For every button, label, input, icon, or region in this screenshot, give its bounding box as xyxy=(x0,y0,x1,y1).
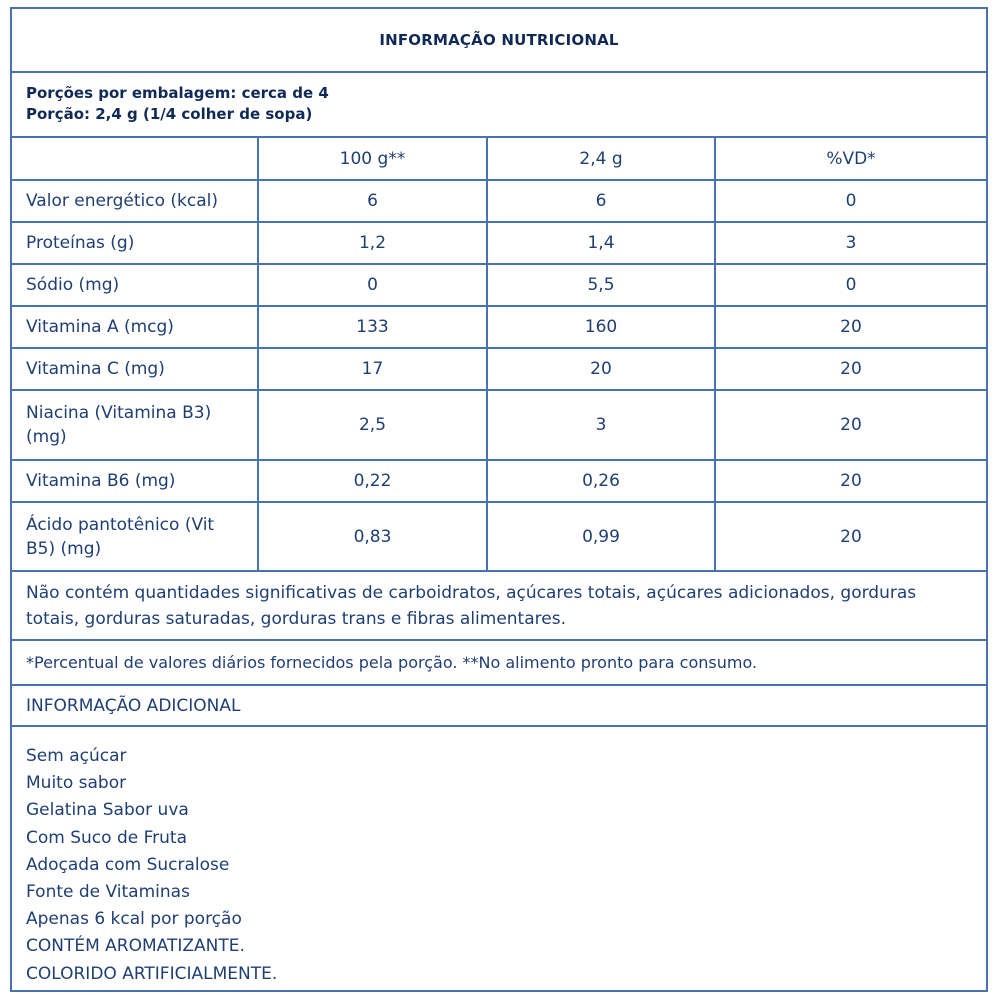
value-per-100g: 17 xyxy=(258,348,487,390)
list-item: COLORIDO ARTIFICIALMENTE. xyxy=(26,963,278,984)
value-per-portion: 6 xyxy=(487,180,715,222)
value-per-portion: 160 xyxy=(487,306,715,348)
list-item: Muito sabor xyxy=(26,773,127,794)
value-vd: 20 xyxy=(715,390,986,460)
value-per-portion: 0,99 xyxy=(487,502,715,571)
nutrient-label: Sódio (mg) xyxy=(12,264,258,306)
value-vd: 20 xyxy=(715,348,986,390)
value-per-portion: 0,26 xyxy=(487,460,715,502)
value-vd: 20 xyxy=(715,502,986,571)
list-item: Gelatina Sabor uva xyxy=(26,800,189,821)
table-row xyxy=(12,390,986,460)
header-cell-nutrient xyxy=(12,138,258,180)
header-cell-vd: %VD* xyxy=(715,138,986,180)
value-per-portion: 1,4 xyxy=(487,222,715,264)
list-item: CONTÉM AROMATIZANTE. xyxy=(26,936,245,957)
value-vd: 3 xyxy=(715,222,986,264)
table-row xyxy=(12,180,986,222)
list-item: Adoçada com Sucralose xyxy=(26,854,230,875)
nutrient-label: Ácido pantotênico (Vit B5) (mg) xyxy=(12,502,258,571)
list-item: Fonte de Vitaminas xyxy=(26,882,190,903)
table-row xyxy=(12,460,986,502)
nutrient-label: Vitamina B6 (mg) xyxy=(12,460,258,502)
nutrition-facts-panel xyxy=(10,7,988,992)
value-vd: 20 xyxy=(715,460,986,502)
nutrient-label: Vitamina C (mg) xyxy=(12,348,258,390)
value-per-100g: 6 xyxy=(258,180,487,222)
portion-info xyxy=(12,73,986,138)
value-vd: 20 xyxy=(715,306,986,348)
nutrient-label: Vitamina A (mcg) xyxy=(12,306,258,348)
additional-info-list xyxy=(12,727,986,1004)
nutrient-label: Proteínas (g) xyxy=(12,222,258,264)
value-per-portion: 3 xyxy=(487,390,715,460)
list-item: Sem açúcar xyxy=(26,746,127,766)
table-header-row xyxy=(12,138,986,180)
table-row xyxy=(12,264,986,306)
servings-per-package: Porções por embalagem: cerca de 4 xyxy=(26,84,329,102)
value-per-portion: 5,5 xyxy=(487,264,715,306)
table-row xyxy=(12,222,986,264)
list-item: Apenas 6 kcal por porção xyxy=(26,909,242,930)
table-row xyxy=(12,306,986,348)
value-vd: 0 xyxy=(715,264,986,306)
header-cell-per-portion: 2,4 g xyxy=(487,138,715,180)
nutrition-table xyxy=(12,138,986,572)
nutrition-title: INFORMAÇÃO NUTRICIONAL xyxy=(12,9,986,73)
additional-info-heading: INFORMAÇÃO ADICIONAL xyxy=(12,686,986,727)
value-per-100g: 2,5 xyxy=(258,390,487,460)
header-cell-per-100g: 100 g** xyxy=(258,138,487,180)
value-per-100g: 0 xyxy=(258,264,487,306)
value-vd: 0 xyxy=(715,180,986,222)
nutrient-label: Niacina (Vitamina B3) (mg) xyxy=(12,390,258,460)
serving-size: Porção: 2,4 g (1/4 colher de sopa) xyxy=(26,105,313,123)
not-significant-note: Não contém quantidades significativas de carboidratos, açúcares totais, açúcares adicionados, gorduras totais, gorduras saturadas, gorduras trans e fibras alimentares. xyxy=(12,569,986,641)
value-per-100g: 1,2 xyxy=(258,222,487,264)
list-item: Com Suco de Fruta xyxy=(26,827,187,848)
value-per-100g: 133 xyxy=(258,306,487,348)
table-row xyxy=(12,502,986,571)
nutrient-label: Valor energético (kcal) xyxy=(12,180,258,222)
footnote: *Percentual de valores diários fornecidos pela porção. **No alimento pronto para consumo. xyxy=(12,641,986,686)
value-per-portion: 20 xyxy=(487,348,715,390)
table-row xyxy=(12,348,986,390)
value-per-100g: 0,22 xyxy=(258,460,487,502)
value-per-100g: 0,83 xyxy=(258,502,487,571)
